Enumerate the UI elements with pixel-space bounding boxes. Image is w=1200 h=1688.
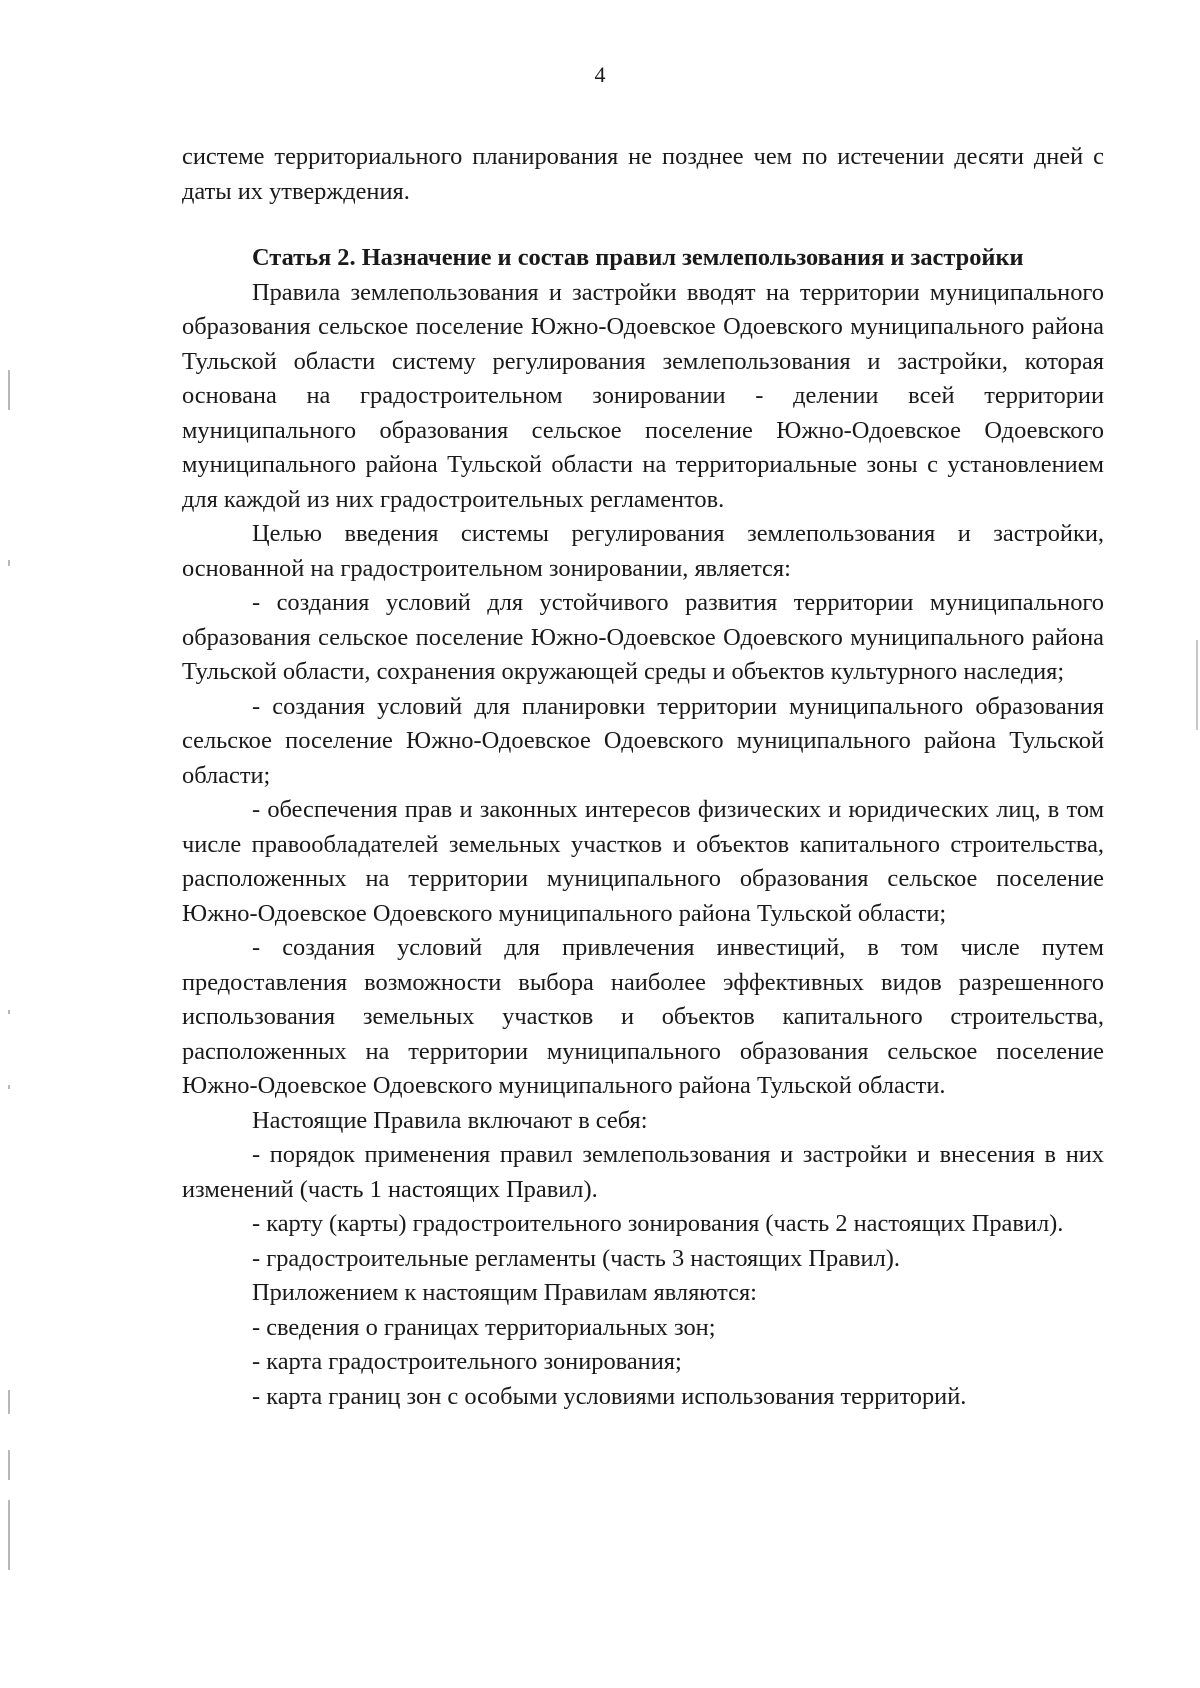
list-item-investment: - создания условий для привлечения инвестиций, в том числе путем предоставления возможности выбора наиболее эффективных видов разрешенного использования земельных участков и объектов капитального строительства, расположенных на территории муниципального образования сельское поселение Южно-Одоевское Одоевского муниципального района Тульской области. xyxy=(182,934,1104,1099)
paragraph-rules-intro: Правила землепользования и застройки вводят на территории муниципального образования сельское поселение Южно-Одоевское Одоевского муниципального района Тульской области систему регулирования землепользования и застройки, которая основана на градостроительном зонировании - делении всей территории муниципального образования сельское поселение Южно-Одоевское Одоевского муниципального района Тульской области на территориальные зоны с установлением для каждой из них градостроительных регламентов. xyxy=(182,278,1104,513)
scan-edge-mark-right xyxy=(1196,640,1198,730)
article-heading: Статья 2. Назначение и состав правил землепользования и застройки xyxy=(252,244,1024,271)
paragraph-continuation: системе территориального планирования не позднее чем по истечении десяти дней с даты их утверждения. xyxy=(182,143,1104,205)
paragraph-purpose-intro: Целью введения системы регулирования землепользования и застройки, основанной на градостроительном зонировании, является: xyxy=(182,520,1104,582)
appendix-item-zone-boundaries: - сведения о границах территориальных зон; xyxy=(252,1313,716,1341)
list-item-sustainable-development: - создания условий для устойчивого развития территории муниципального образования сельское поселение Южно-Одоевское Одоевского муниципального района Тульской области, сохранения окружающей среды и объектов культурного наследия; xyxy=(182,589,1104,685)
list-item-part-2: - карту (карты) градостроительного зонирования (часть 2 настоящих Правил). xyxy=(252,1210,1064,1237)
scan-edge-marks xyxy=(8,0,14,1688)
list-item-rights-protection: - обеспечения прав и законных интересов физических и юридических лиц, в том числе правообладателей земельных участков и объектов капитального строительства, расположенных на территории муниципального образования сельское поселение Южно-Одоевское Одоевского муниципального района Тульской области; xyxy=(182,796,1104,927)
appendix-item-special-zones-map: - карта границ зон с особыми условиями использования территорий. xyxy=(252,1382,967,1410)
list-item-part-1: - порядок применения правил землепользования и застройки и внесения в них изменений (часть 1 настоящих Правил). xyxy=(182,1141,1104,1203)
list-item-part-3: - градостроительные регламенты (часть 3 настоящих Правил). xyxy=(252,1244,900,1272)
list-item-territory-planning: - создания условий для планировки территории муниципального образования сельское поселение Южно-Одоевское Одоевского муниципального района Тульской области; xyxy=(182,692,1104,789)
paragraph-appendix-intro: Приложением к настоящим Правилам являются: xyxy=(252,1279,757,1306)
document-body xyxy=(182,140,1104,1414)
paragraph-rules-include: Настоящие Правила включают в себя: xyxy=(252,1106,648,1134)
page-number: 4 xyxy=(594,62,606,87)
appendix-item-zoning-map: - карта градостроительного зонирования; xyxy=(252,1348,682,1375)
